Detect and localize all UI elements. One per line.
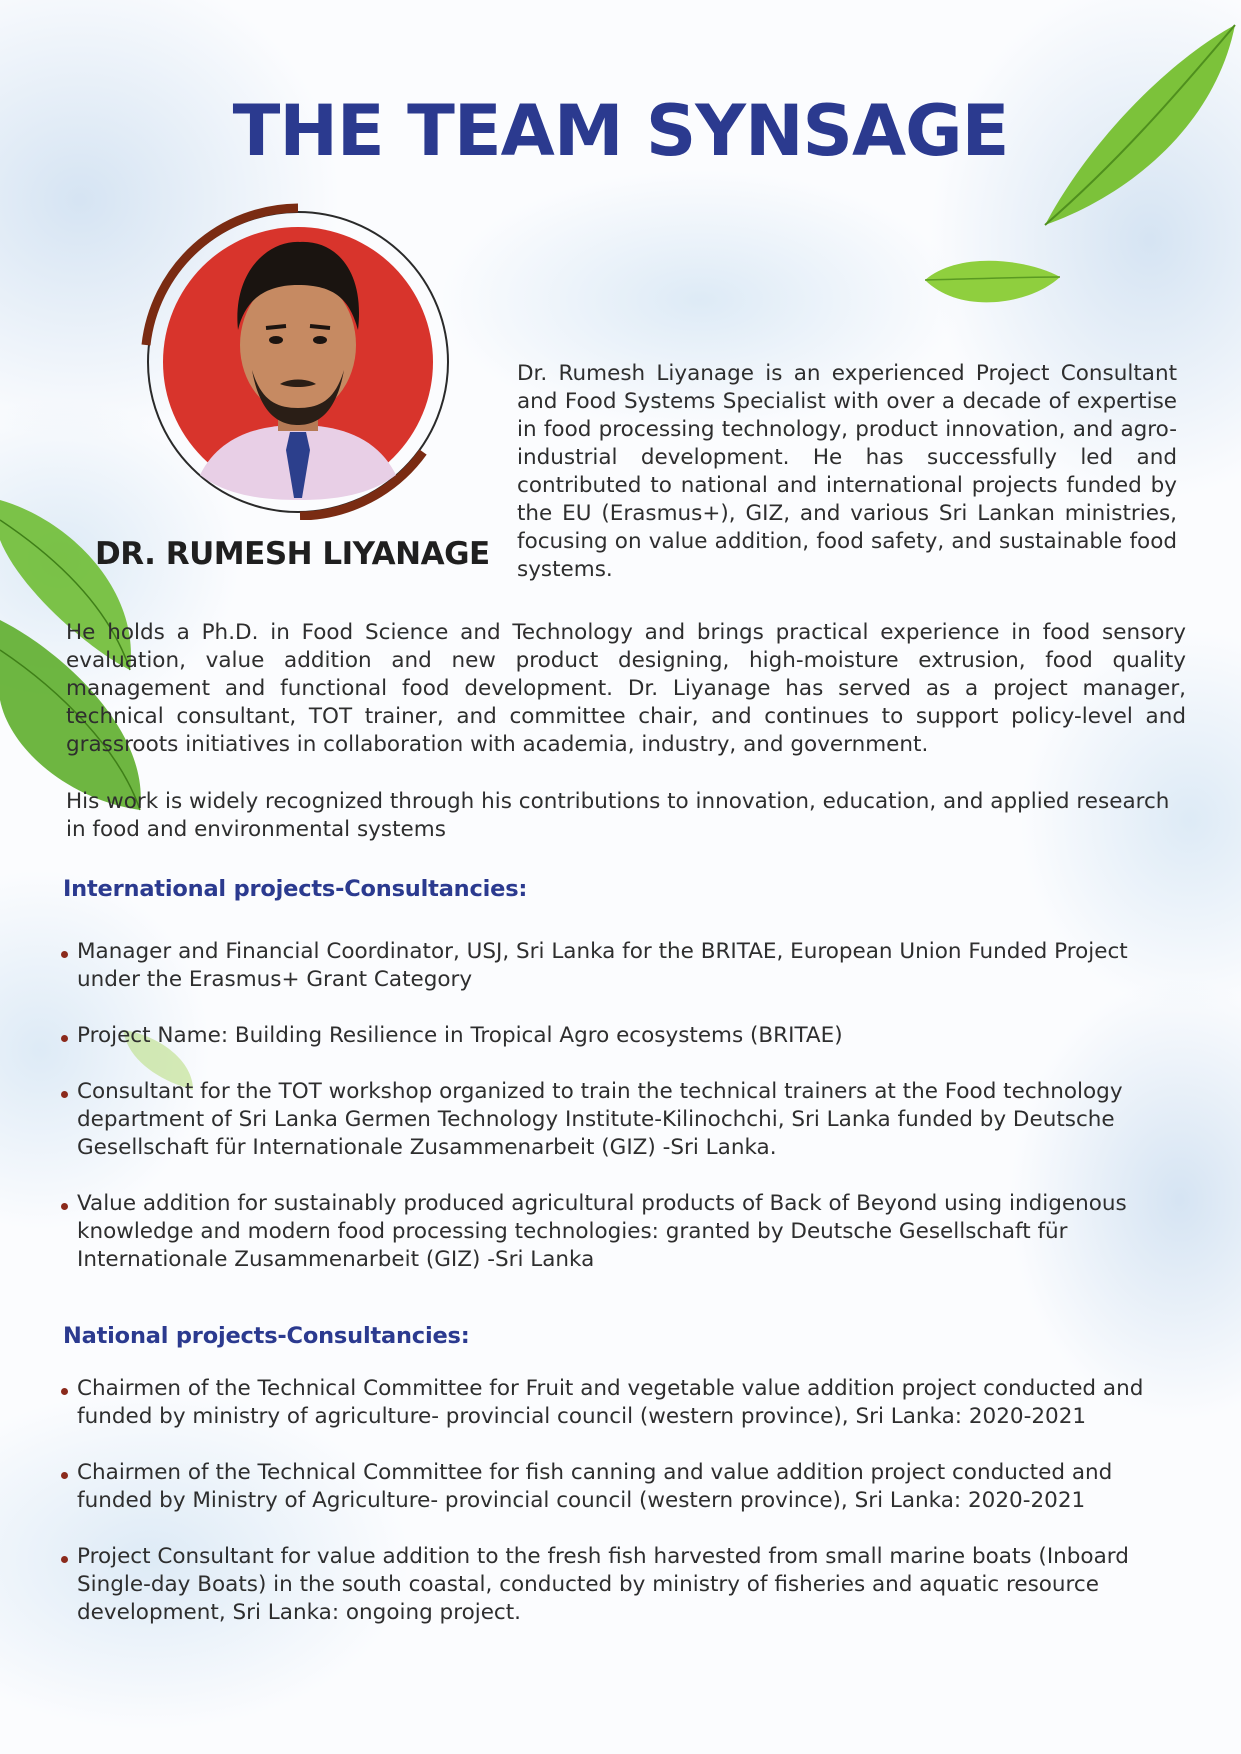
list-item: Manager and Financial Coordinator, USJ, Sri Lanka for the BRITAE, European Union Funded Project under the Erasmus+ Grant Category: [58, 938, 1158, 994]
international-heading: International projects-Consultancies:: [63, 876, 528, 902]
bullet-icon: [61, 951, 68, 958]
profile-photo: [140, 200, 450, 520]
bullet-icon: [61, 1556, 68, 1563]
list-item: Project Name: Building Resilience in Tropical Agro ecosystems (BRITAE): [58, 1022, 1158, 1050]
bullet-icon: [61, 1035, 68, 1042]
profile-name: DR. RUMESH LIYANAGE: [95, 536, 490, 572]
list-item: Chairmen of the Technical Committee for Fruit and vegetable value addition project conducted and funded by ministry of agriculture- provincial council (western province), Sri Lanka: 2020-2021: [58, 1375, 1158, 1431]
list-item: Value addition for sustainably produced agricultural products of Back of Beyond using indigenous knowledge and modern food processing technologies: granted by Deutsche Gesellschaft für Internationale Zusammenarbeit (GIZ) -Sri Lanka: [58, 1190, 1158, 1274]
bullet-icon: [61, 1091, 68, 1098]
bio-paragraph-1: He holds a Ph.D. in Food Science and Technology and brings practical experience in food sensory evaluation, value addition and new product designing, high-moisture extrusion, food quality management and functional food development. Dr. Liyanage has served as a project manager, technical consultant, TOT trainer, and committee chair, and continues to support policy-level and grassroots initiatives in collaboration with academia, industry, and government.: [66, 620, 1186, 757]
bullet-icon: [61, 1203, 68, 1210]
national-list: [58, 1375, 1158, 1655]
list-item: Consultant for the TOT workshop organized to train the technical trainers at the Food technology department of Sri Lanka Germen Technology Institute-Kilinochchi, Sri Lanka funded by Deutsche Gesellschaft für Internationale Zusammenarbeit (GIZ) -Sri Lanka.: [58, 1078, 1158, 1162]
national-heading: National projects-Consultancies:: [63, 1323, 470, 1349]
international-list: [58, 938, 1158, 1302]
page-title: THE TEAM SYNSAGE: [232, 90, 1009, 172]
bio-paragraph-2: His work is widely recognized through his contributions to innovation, education, and applied research in food and environmental systems: [66, 789, 1170, 842]
bullet-icon: [61, 1388, 68, 1395]
list-item: Project Consultant for value addition to the fresh fish harvested from small marine boats (Inboard Single-day Boats) in the south coastal, conducted by ministry of fisheries and aquatic resource development, Sri Lanka: ongoing project.: [58, 1543, 1158, 1627]
bullet-icon: [61, 1472, 68, 1479]
profile-intro: Dr. Rumesh Liyanage is an experienced Project Consultant and Food Systems Specialist with over a decade of expertise in food processing technology, product innovation, and agro-industrial development. He has successfully led and contributed to national and international projects funded by the EU (Erasmus+), GIZ, and various Sri Lankan ministries, focusing on value addition, food safety, and sustainable food systems.: [517, 361, 1177, 582]
list-item: Chairmen of the Technical Committee for fish canning and value addition project conducted and funded by Ministry of Agriculture- provincial council (western province), Sri Lanka: 2020-2021: [58, 1459, 1158, 1515]
